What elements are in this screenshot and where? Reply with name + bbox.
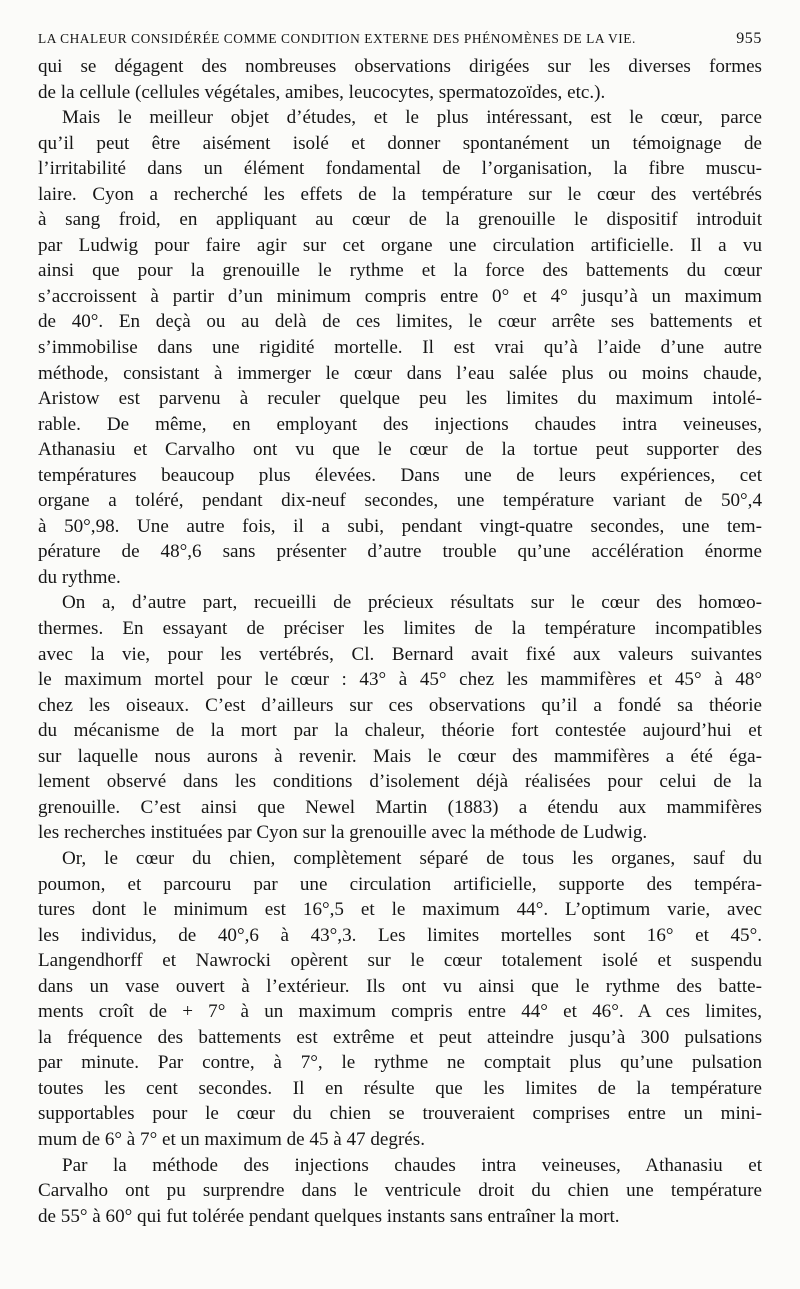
text-line: sur laquelle nous aurons à revenir. Mais le cœur des mammifères a été éga-: [38, 745, 762, 767]
text-line: pérature de 48°,6 sans présenter d’autre trouble qu’une accélération énorme: [38, 541, 762, 563]
text-line: organe a toléré, pendant dix-neuf secondes, une température variant de 50°,4: [38, 490, 762, 512]
body-text: [38, 54, 762, 1229]
text-line: l’irritabilité dans un élément fondamental de l’organisation, la fibre muscu-: [38, 158, 762, 180]
text-line: températures beaucoup plus élevées. Dans une de leurs expériences, cet: [38, 464, 762, 486]
text-line: laire. Cyon a recherché les effets de la température sur le cœur des vertébrés: [38, 183, 762, 205]
paragraph: [38, 590, 762, 845]
text-line: les individus, de 40°,6 à 43°,3. Les limites mortelles sont 16° et 45°.: [38, 924, 762, 946]
text-line: lement observé dans les conditions d’isolement déjà réalisées pour celui de la: [38, 771, 762, 793]
page-number: 955: [736, 30, 762, 47]
text-line: les recherches instituées par Cyon sur la grenouille avec la méthode de Ludwig.: [38, 822, 648, 844]
text-line: de 40°. En deçà ou au delà de ces limites, le cœur arrête ses battements et: [38, 311, 762, 333]
text-line: poumon, et parcouru par une circulation artificielle, supporte des tempéra-: [38, 873, 762, 895]
paragraph: [38, 846, 762, 1153]
text-line: à 50°,98. Une autre fois, il a subi, pendant vingt-quatre secondes, une tem-: [38, 515, 762, 537]
text-line: Carvalho ont pu surprendre dans le ventricule droit du chien une température: [38, 1180, 762, 1202]
text-line: à sang froid, en appliquant au cœur de la grenouille le dispositif introduit: [38, 209, 762, 231]
text-line: le maximum mortel pour le cœur : 43° à 45° chez les mammifères et 45° à 48°: [38, 669, 762, 691]
text-line: Aristow est parvenu à reculer quelque peu les limites du maximum intolé-: [38, 388, 762, 410]
text-line: rable. De même, en employant des injections chaudes intra veineuses,: [38, 413, 762, 435]
text-line: Par la méthode des injections chaudes intra veineuses, Athanasiu et: [62, 1154, 762, 1176]
text-line: la fréquence des battements est extrême et peut atteindre jusqu’à 300 pulsations: [38, 1026, 762, 1048]
text-line: Athanasiu et Carvalho ont vu que le cœur de la tortue peut supporter des: [38, 439, 762, 461]
running-head-title: LA CHALEUR CONSIDÉRÉE COMME CONDITION EXTERNE DES PHÉNOMÈNES DE LA VIE.: [38, 31, 636, 46]
paragraph: [38, 1153, 762, 1230]
text-line: mum de 6° à 7° et un maximum de 45 à 47 degrés.: [38, 1128, 425, 1150]
text-line: s’accroissent à partir d’un minimum compris entre 0° et 4° jusqu’à un maximum: [38, 285, 762, 307]
text-line: du mécanisme de la mort par la chaleur, théorie fort contestée aujourd’hui et: [38, 720, 762, 742]
text-line: s’immobilise dans une rigidité mortelle. Il est vrai qu’à l’aide d’une autre: [38, 337, 762, 359]
text-line: de la cellule (cellules végétales, amibes, leucocytes, spermatozoïdes, etc.).: [38, 81, 606, 103]
paragraph: [38, 105, 762, 590]
text-line: toutes les cent secondes. Il en résulte que les limites de la température: [38, 1077, 762, 1099]
text-line: chez les oiseaux. C’est d’ailleurs sur ces observations qu’il a fondé sa théorie: [38, 694, 762, 716]
text-line: On a, d’autre part, recueilli de précieux résultats sur le cœur des homœo-: [62, 592, 762, 614]
paragraph: [38, 54, 762, 105]
text-line: thermes. En essayant de préciser les limites de la température incompatibles: [38, 618, 762, 640]
text-line: de 55° à 60° qui fut tolérée pendant quelques instants sans entraîner la mort.: [38, 1205, 620, 1227]
text-line: Or, le cœur du chien, complètement séparé de tous les organes, sauf du: [62, 847, 762, 869]
text-line: ments croît de + 7° à un maximum compris entre 44° et 46°. A ces limites,: [38, 1001, 762, 1023]
text-line: grenouille. C’est ainsi que Newel Martin (1883) a étendu aux mammifères: [38, 796, 762, 818]
text-line: dans un vase ouvert à l’extérieur. Ils ont vu ainsi que le rythme des batte-: [38, 975, 762, 997]
text-line: du rythme.: [38, 566, 121, 588]
text-line: Mais le meilleur objet d’études, et le plus intéressant, est le cœur, parce: [62, 107, 762, 129]
text-line: avec la vie, pour les vertébrés, Cl. Bernard avait fixé aux valeurs suivantes: [38, 643, 762, 665]
text-line: méthode, consistant à immerger le cœur dans l’eau salée plus ou moins chaude,: [38, 362, 762, 384]
text-line: tures dont le minimum est 16°,5 et le maximum 44°. L’optimum varie, avec: [38, 899, 762, 921]
text-line: supportables pour le cœur du chien se trouveraient comprises entre un mini-: [38, 1103, 762, 1125]
text-line: ainsi que pour la grenouille le rythme et la force des battements du cœur: [38, 260, 762, 282]
running-head: [38, 30, 762, 48]
text-line: par minute. Par contre, à 7°, le rythme ne comptait plus qu’une pulsation: [38, 1052, 762, 1074]
text-line: Langendhorff et Nawrocki opèrent sur le cœur totalement isolé et suspendu: [38, 950, 762, 972]
text-line: qu’il peut être aisément isolé et donner spontanément un témoignage de: [38, 132, 762, 154]
text-line: qui se dégagent des nombreuses observations dirigées sur les diverses formes: [38, 56, 762, 77]
text-line: par Ludwig pour faire agir sur cet organe une circulation artificielle. Il a vu: [38, 234, 762, 256]
